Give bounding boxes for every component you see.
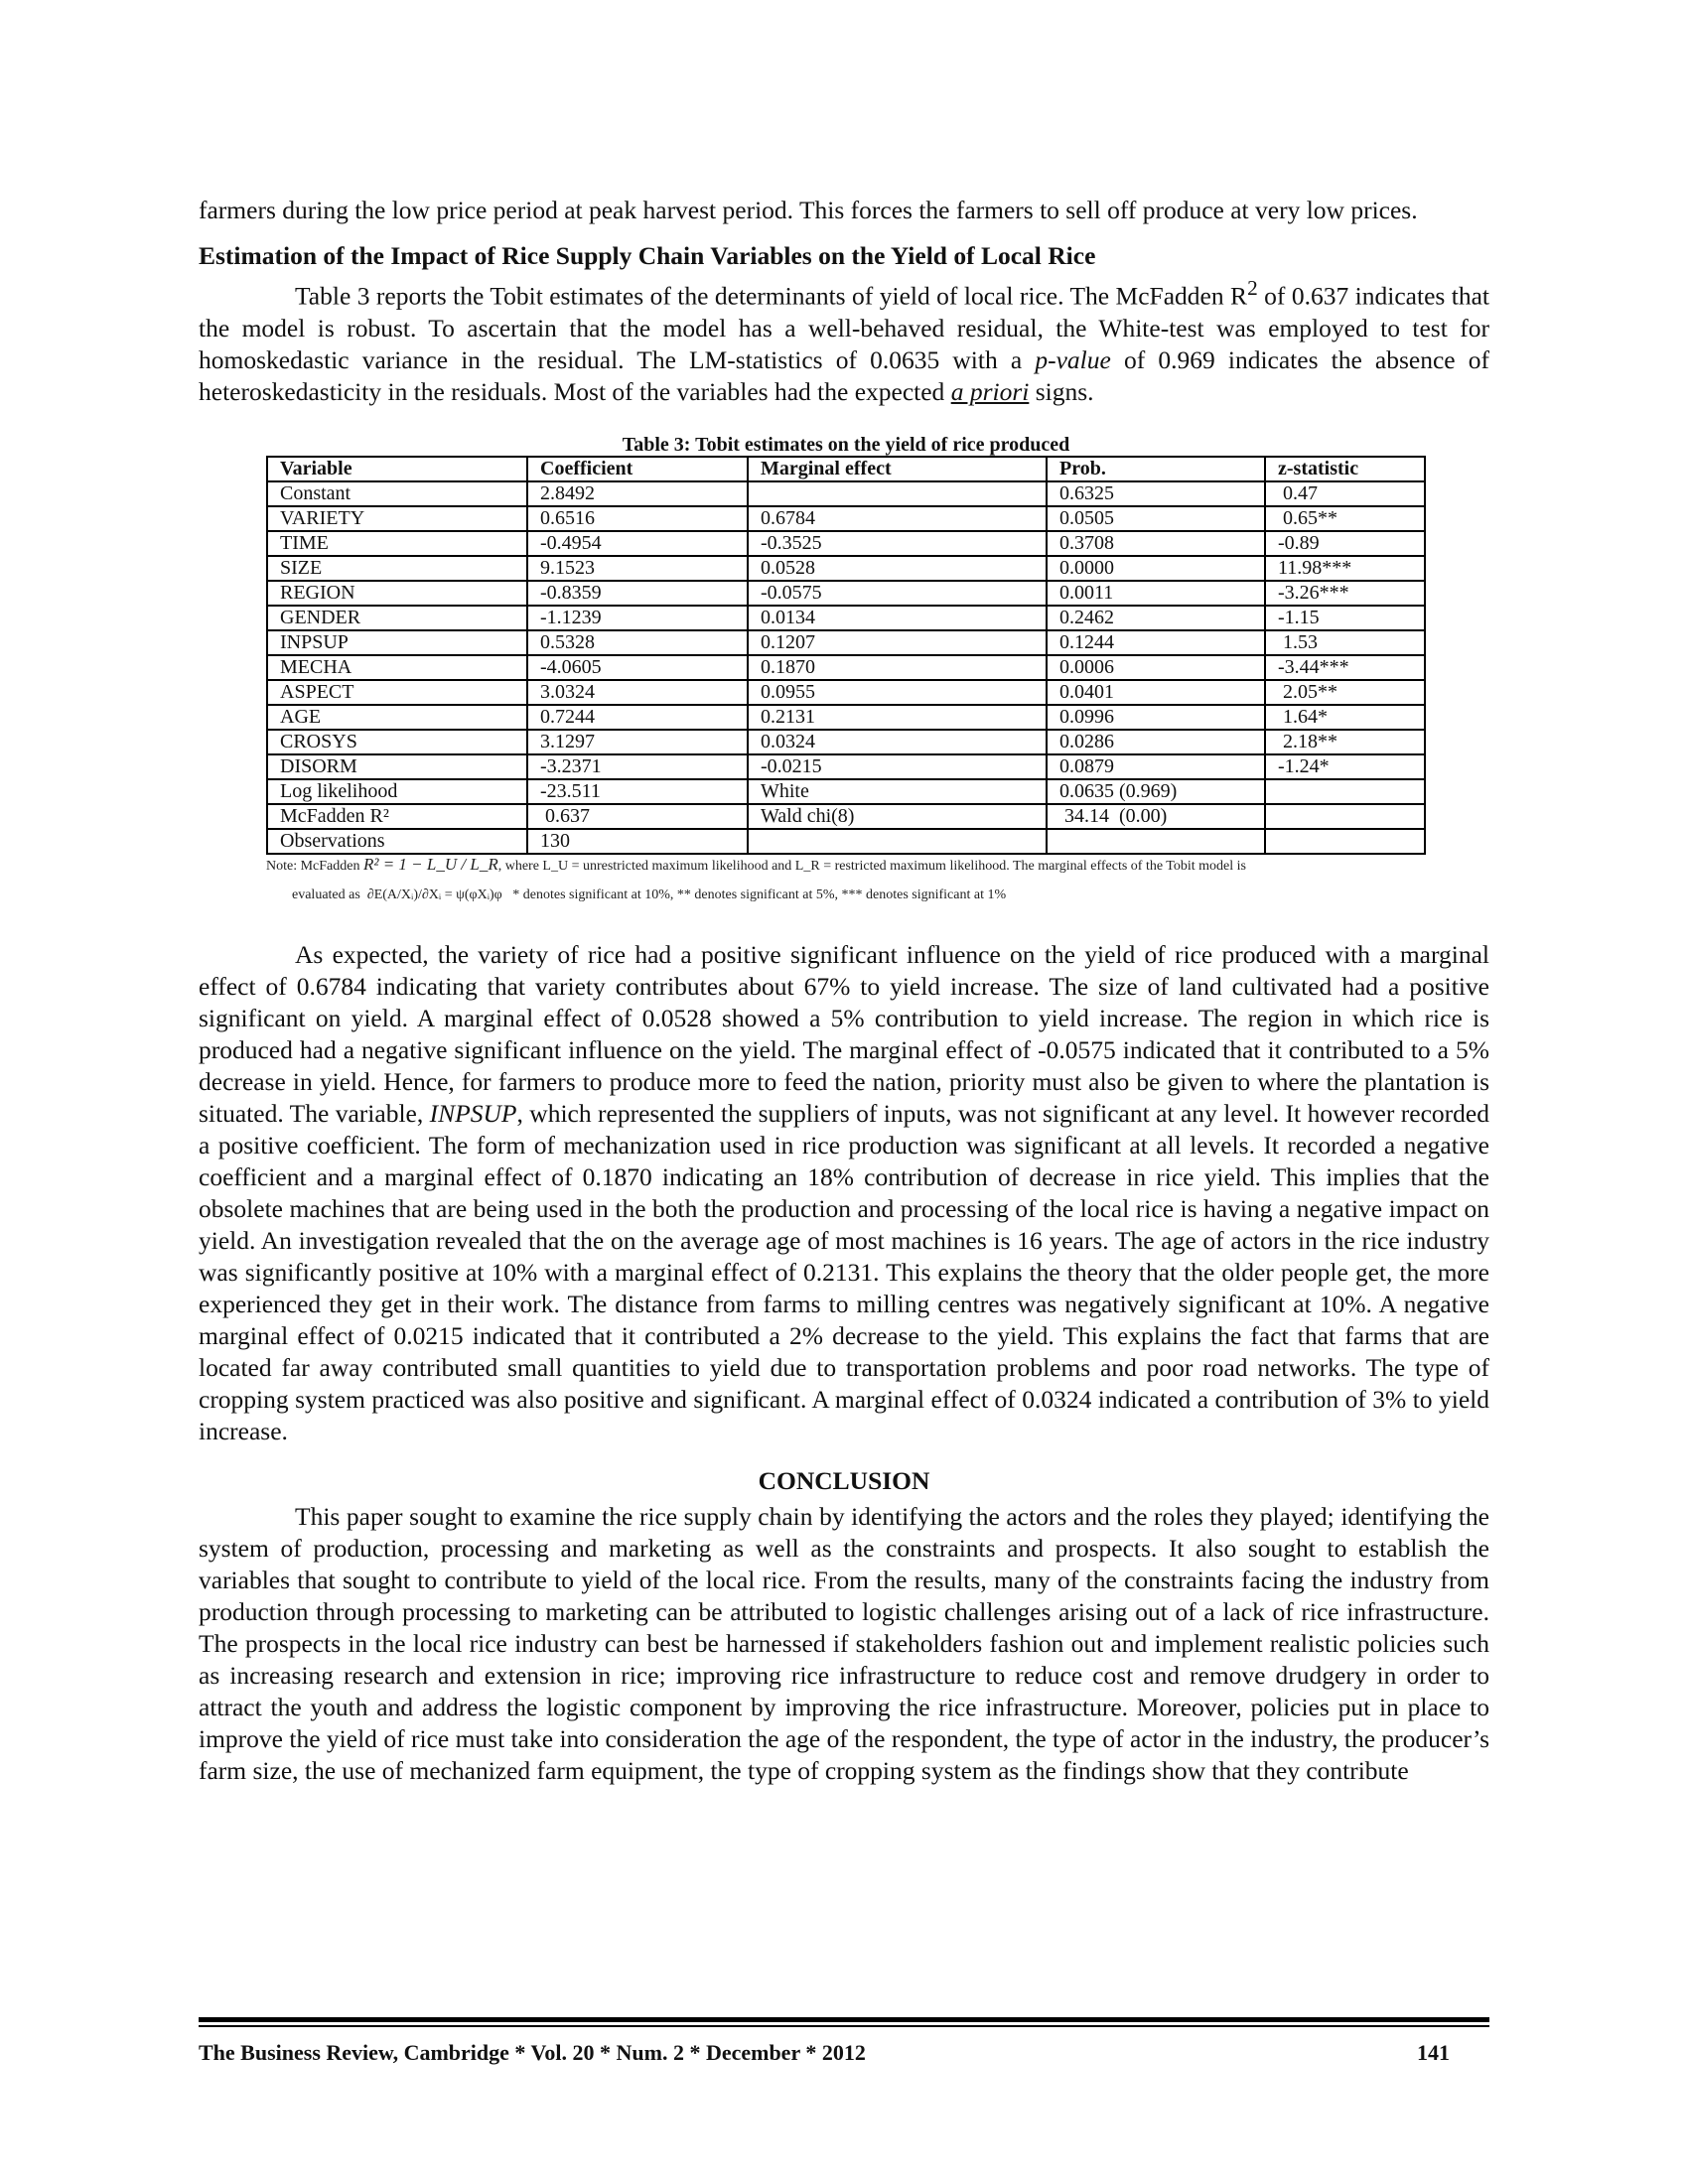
table-cell: 0.6325 [1047,481,1265,506]
table-cell: 1.64* [1265,705,1425,730]
table-cell: 0.0996 [1047,705,1265,730]
section-sup: 2 [1247,276,1258,300]
table-cell: 0.2131 [748,705,1047,730]
page-footer [199,2039,1489,2067]
body-paragraph [199,939,1489,1447]
table-cell: 0.7244 [527,705,748,730]
table-cell: -0.8359 [527,581,748,606]
table-cell: 11.98*** [1265,556,1425,581]
section-italic-1: p-value [1035,344,1111,374]
table-cell: 0.1870 [748,655,1047,680]
note-text-1a: Note: McFadden [266,858,360,874]
table-cell [1265,779,1425,804]
table-cell: 0.0006 [1047,655,1265,680]
table-row [267,581,1425,606]
header-cell: Variable [267,457,527,481]
conclusion-paragraph: This paper sought to examine the rice supply chain by identifying the actors and the roles they played; identifying the system of production, processing and marketing as well as the constraints and prospects. It also sought to establish the variables that sought to contribute to yield of the local rice. From the results, many of the constraints facing the industry from production through processing to marketing can be attributed to logistic challenges arising out of a lack of rice infrastructure. The prospects in the local rice industry can best be harnessed if stakeholders fashion out and implement realistic policies such as increasing research and extension in rice; improving rice infrastructure to reduce cost and remove drudgery in order to attract the youth and address the logistic component by improving the rice infrastructure. Moreover, policies put in place to improve the yield of rice must take into consideration the age of the respondent, the type of actor in the industry, the producer’s farm size, the use of mechanized farm equipment, the type of cropping system as the findings show that they contribute [199,1501,1489,1785]
table-cell [1047,829,1265,854]
table-row [267,705,1425,730]
table-cell: Observations [267,829,527,854]
table-cell [748,829,1047,854]
table-cell: 1.53 [1265,630,1425,655]
table-cell: 0.1207 [748,630,1047,655]
table-row [267,829,1425,854]
table-cell: VARIETY [267,506,527,531]
table-header-row [267,457,1425,481]
table-cell: -1.24* [1265,754,1425,779]
table-cell: SIZE [267,556,527,581]
body-text-2: , which represented the suppliers of inputs, was not significant at any level. It however recorded a positive coefficient. The form of mechanization used in rice production was significant at all levels. It recorded a negative coefficient and a marginal effect of 0.1870 indicating an 18% contribution of decrease in rice yield. This implies that the obsolete machines that are being used in the both the production and processing of the local rice is having a negative impact on yield. An investigation revealed that the on the average age of most machines is 16 years. The age of actors in the rice industry was significantly positive at 10% with a marginal effect of 0.2131. This explains the theory that the older people get, the more experienced they get in their work. The distance from farms to milling centres was negatively significant at 10%. A negative marginal effect of 0.0215 indicated that it contributed a 2% decrease to the yield. This explains the fact that farms that are located far away contributed small quantities to yield due to transportation problems and poor road networks. The type of cropping system practiced was also positive and significant. A marginal effect of 0.0324 indicated a contribution of 3% to yield increase. [199,1098,1489,1445]
table-body [267,481,1425,854]
table-row [267,680,1425,705]
table-cell: 0.0635 (0.969) [1047,779,1265,804]
table-cell: 0.0955 [748,680,1047,705]
section-italic-2: a priori [950,376,1030,406]
table-cell: 0.0011 [1047,581,1265,606]
section-text-1: Table 3 reports the Tobit estimates of the determinants of yield of local rice. The McFadden R [295,281,1248,311]
table-cell: -23.511 [527,779,748,804]
table-row [267,754,1425,779]
table-cell: 0.0324 [748,730,1047,754]
table-cell: 2.05** [1265,680,1425,705]
table-cell: 0.0000 [1047,556,1265,581]
table-cell: Wald chi(8) [748,804,1047,829]
table-cell: -3.44*** [1265,655,1425,680]
table-cell: -0.3525 [748,531,1047,556]
table-cell: McFadden R² [267,804,527,829]
table-cell: 9.1523 [527,556,748,581]
table-cell: -3.2371 [527,754,748,779]
table-row [267,606,1425,630]
section-text-2: of 0.637 indicates that the model is robust. To ascertain that the model has a well-behaved residual, the White-test was employed to test for homoskedastic variance in the residual. The LM-statistics of 0.0635 with a [199,281,1489,374]
table-cell: 0.1244 [1047,630,1265,655]
table-cell: -0.0215 [748,754,1047,779]
table-cell: 34.14 (0.00) [1047,804,1265,829]
note-text-2a: evaluated as [292,887,360,902]
page-number: 141 [1417,2040,1450,2065]
page-content [199,195,1489,1787]
intro-paragraph: farmers during the low price period at peak harvest period. This forces the farmers to sell off produce at very low prices. [199,196,1418,224]
note-formula-1: R² = 1 − L_U / L_R [362,854,498,874]
table-cell: -4.0605 [527,655,748,680]
table-note-line-2 [266,876,1426,915]
body-italic: INPSUP [429,1098,517,1128]
table-cell: Log likelihood [267,779,527,804]
table-cell: DISORM [267,754,527,779]
table-cell: 0.0401 [1047,680,1265,705]
table-row [267,730,1425,754]
table-cell: INPSUP [267,630,527,655]
conclusion-heading: CONCLUSION [758,1465,930,1495]
header-cell: Marginal effect [748,457,1047,481]
table-cell: REGION [267,581,527,606]
journal-citation: The Business Review, Cambridge * Vol. 20 * Num. 2 * December * 2012 [199,2040,866,2065]
table-cell: 0.2462 [1047,606,1265,630]
table-row [267,531,1425,556]
table-row [267,556,1425,581]
table-cell: 0.0528 [748,556,1047,581]
table-row [267,804,1425,829]
table-cell: 0.0505 [1047,506,1265,531]
table-cell: Constant [267,481,527,506]
table-cell: White [748,779,1047,804]
table-cell: GENDER [267,606,527,630]
table-cell: 0.3708 [1047,531,1265,556]
table-cell [748,481,1047,506]
table-cell: 0.6516 [527,506,748,531]
table-cell: TIME [267,531,527,556]
note-formula-2: ∂E(A/Xᵢ)/∂Xᵢ = ψ(φXᵢ)φ [366,887,502,902]
table-row [267,779,1425,804]
section-text-4: signs. [1029,376,1094,406]
table-note-line-1 [266,856,1426,876]
table-cell [1265,829,1425,854]
tobit-table [266,456,1426,855]
table-row [267,506,1425,531]
table-cell: -0.89 [1265,531,1425,556]
header-cell: Prob. [1047,457,1265,481]
table-cell: AGE [267,705,527,730]
footer-rule [199,2017,1489,2022]
note-text-2b: * denotes significant at 10%, ** denotes significant at 5%, *** denotes significant at 1% [512,887,1007,902]
table-cell: 2.8492 [527,481,748,506]
table-row [267,655,1425,680]
table-block [266,434,1426,915]
table-cell: -3.26*** [1265,581,1425,606]
table-cell: MECHA [267,655,527,680]
table-cell: -1.1239 [527,606,748,630]
table-cell: 0.65** [1265,506,1425,531]
table-cell: -0.4954 [527,531,748,556]
body-text-1: As expected, the variety of rice had a positive significant influence on the yield of rice produced with a marginal effect of 0.6784 indicating that variety contributes about 67% to yield increase. The size of land cultivated had a positive significant on yield. A marginal effect of 0.0528 showed a 5% contribution to yield increase. The region in which rice is produced had a negative significant influence on the yield. The marginal effect of -0.0575 indicated that it contributed to a 5% decrease in yield. Hence, for farmers to produce more to feed the nation, priority must also be given to where the plantation is situated. The variable, [199,939,1489,1128]
table-cell [1265,804,1425,829]
table-cell: 0.0879 [1047,754,1265,779]
table-cell: -0.0575 [748,581,1047,606]
table-caption: Table 3: Tobit estimates on the yield of rice produced [622,433,1070,456]
section-paragraph [199,272,1489,408]
header-cell: Coefficient [527,457,748,481]
footer-rule-thin [199,2025,1489,2027]
table-cell: 3.1297 [527,730,748,754]
table-cell: 130 [527,829,748,854]
table-cell: 0.0286 [1047,730,1265,754]
table-cell: 0.0134 [748,606,1047,630]
table-cell: 0.637 [527,804,748,829]
table-cell: 0.47 [1265,481,1425,506]
table-cell: 3.0324 [527,680,748,705]
table-cell: ASPECT [267,680,527,705]
table-cell: 2.18** [1265,730,1425,754]
section-text-3: of 0.969 indicates the absence of heteroskedasticity in the residuals. Most of the variables had the expected [199,344,1490,406]
note-text-1b: , where L_U = unrestricted maximum likelihood and L_R = restricted maximum likelihood. The marginal effects of the Tobit model is [497,858,1246,874]
table-row [267,630,1425,655]
table-row [267,481,1425,506]
table-cell: 0.5328 [527,630,748,655]
table-cell: CROSYS [267,730,527,754]
table-cell: -1.15 [1265,606,1425,630]
section-heading: Estimation of the Impact of Rice Supply Chain Variables on the Yield of Local Rice [199,241,1096,270]
table-cell: 0.6784 [748,506,1047,531]
header-cell: z-statistic [1265,457,1425,481]
